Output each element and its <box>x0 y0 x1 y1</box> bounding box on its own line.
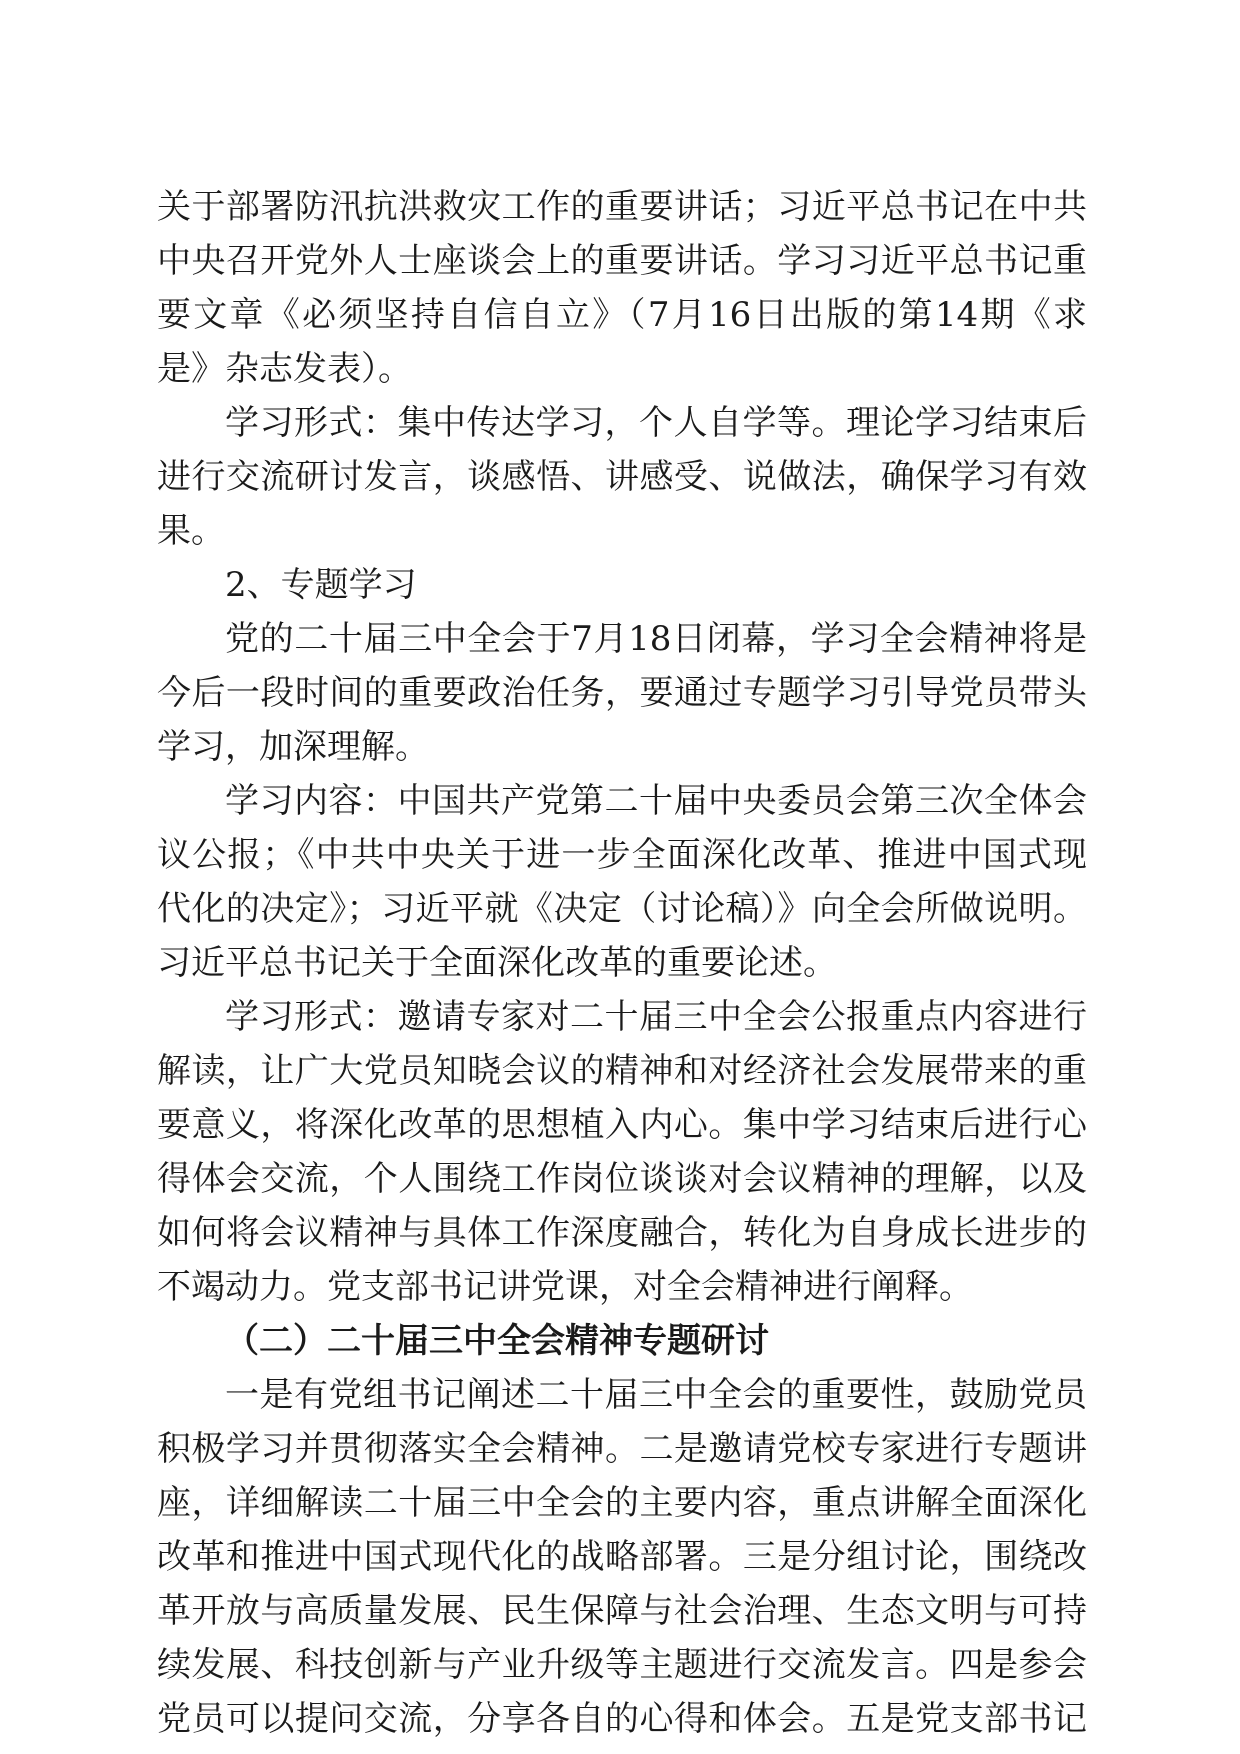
text-line: 解读，让广大党员知晓会议的精神和对经济社会发展带来的重 <box>157 1051 1087 1091</box>
text-line: 得体会交流，个人围绕工作岗位谈谈对会议精神的理解，以及 <box>157 1159 1087 1199</box>
text-line: 议公报；《中共中央关于进一步全面深化改革、推进中国式现 <box>157 835 1087 875</box>
text-line: 习近平总书记关于全面深化改革的重要论述。 <box>157 943 837 983</box>
text-line: 是》杂志发表）。 <box>157 349 412 389</box>
text-line: 代化的决定》；习近平就《决定（讨论稿）》向全会所做说明。 <box>157 889 1087 929</box>
section-heading: （二）二十届三中全会精神专题研讨 <box>225 1321 769 1361</box>
text-line: 中央召开党外人士座谈会上的重要讲话。学习习近平总书记重 <box>157 241 1087 281</box>
paragraph-first-line: 学习内容：中国共产党第二十届中央委员会第三次全体会 <box>225 781 1087 821</box>
paragraph-first-line: 学习形式：集中传达学习，个人自学等。理论学习结束后 <box>225 403 1087 443</box>
text-line: 进行交流研讨发言，谈感悟、讲感受、说做法，确保学习有效 <box>157 457 1087 497</box>
paragraph-first-line: 一是有党组书记阐述二十届三中全会的重要性，鼓励党员 <box>225 1375 1087 1415</box>
text-line: 果。 <box>157 511 225 551</box>
text-line: 今后一段时间的重要政治任务，要通过专题学习引导党员带头 <box>157 673 1087 713</box>
paragraph-first-line: 学习形式：邀请专家对二十届三中全会公报重点内容进行 <box>225 997 1087 1037</box>
text-line: 革开放与高质量发展、民生保障与社会治理、生态文明与可持 <box>157 1591 1087 1631</box>
text-line: 关于部署防汛抗洪救灾工作的重要讲话；习近平总书记在中共 <box>157 187 1087 227</box>
text-line: 改革和推进中国式现代化的战略部署。三是分组讨论，围绕改 <box>157 1537 1087 1577</box>
text-line: 续发展、科技创新与产业升级等主题进行交流发言。四是参会 <box>157 1645 1087 1685</box>
text-line: 党员可以提问交流，分享各自的心得和体会。五是党支部书记 <box>157 1699 1087 1739</box>
text-line: 学习，加深理解。 <box>157 727 429 767</box>
text-line: 座，详细解读二十届三中全会的主要内容，重点讲解全面深化 <box>157 1483 1087 1523</box>
text-line: 要意义，将深化改革的思想植入内心。集中学习结束后进行心 <box>157 1105 1087 1145</box>
text-line: 积极学习并贯彻落实全会精神。二是邀请党校专家进行专题讲 <box>157 1429 1087 1469</box>
text-line: 如何将会议精神与具体工作深度融合，转化为自身成长进步的 <box>157 1213 1087 1253</box>
text-line: 要文章《必须坚持自信自立》（7月16日出版的第14期《求 <box>157 295 1087 335</box>
paragraph-first-line: 党的二十届三中全会于7月18日闭幕，学习全会精神将是 <box>225 619 1087 659</box>
text-line: 不竭动力。党支部书记讲党课，对全会精神进行阐释。 <box>157 1267 973 1307</box>
section-subheading: 2、专题学习 <box>225 565 417 605</box>
